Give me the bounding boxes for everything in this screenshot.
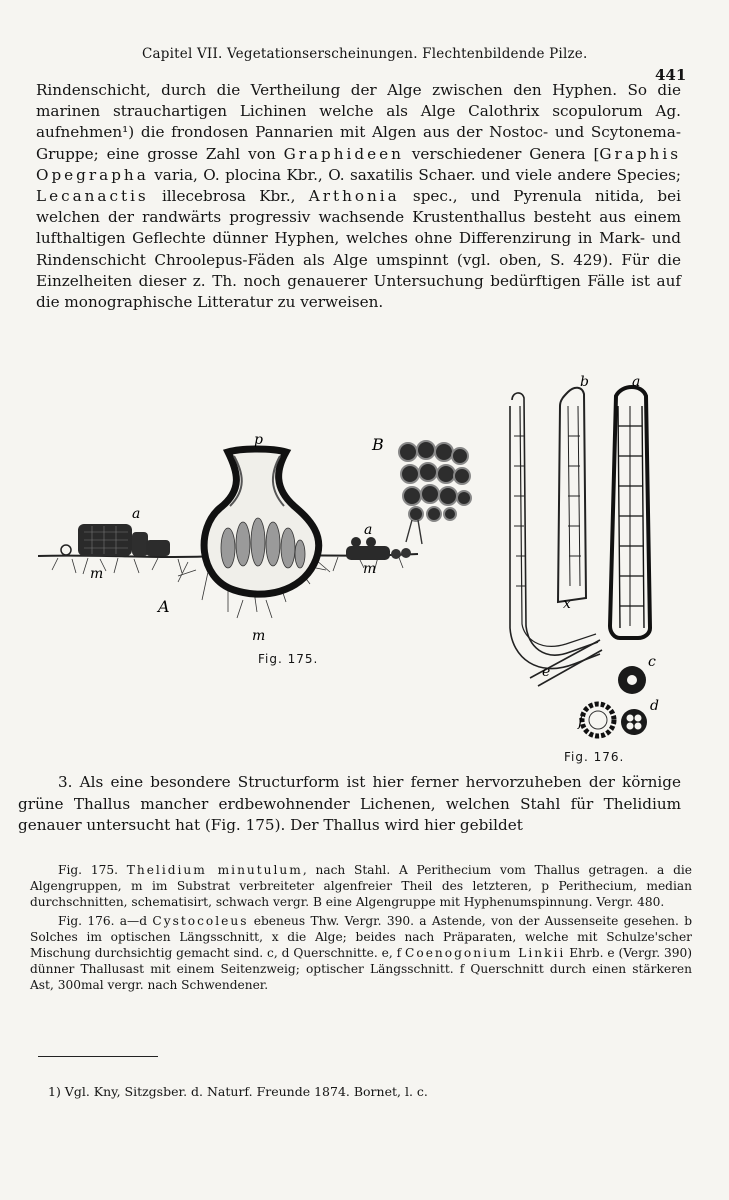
label-f: f xyxy=(578,714,584,730)
label-m-bottom: m xyxy=(252,628,266,644)
label-a: a xyxy=(632,374,641,390)
figure-176-illustration xyxy=(490,366,690,746)
cross-section-c xyxy=(618,666,646,694)
caption-fig-175 xyxy=(30,862,692,911)
label-a-right: a xyxy=(364,522,373,538)
cross-section-f xyxy=(582,704,614,736)
label-c: c xyxy=(648,654,656,670)
body-paragraph-2 xyxy=(18,772,681,837)
para1-text-2: verschiedener Genera [ xyxy=(403,144,600,163)
filament-a xyxy=(610,387,650,638)
para1-text-3: varia, O. plocina Kbr., O. saxatilis Schaer. und viele andere Species; xyxy=(148,165,681,184)
caption-175-prefix: Fig. 175. xyxy=(58,863,127,877)
label-A: A xyxy=(158,597,170,616)
para1-text-5: spec., und Pyrenula nitida, bei welchen der randwärts progressiv wachsende Krustenthallus besteht aus einem lufthaltigen Geflechte dünner Hyphen, welches ohne Differenzirung in Mark- und Rindenschicht Chroolepus-Fäden als Alge umspinnt (vgl. oben, S. 429). Für die Einzelheiten dieser z. Th. noch genauerer Untersuchung bedürftigen Fälle ist auf die monographische Litteratur zu verweisen. xyxy=(36,187,682,312)
para2-text: 3. Als eine besondere Structurform ist hier ferner hervorzuheben der körnige grüne Thallus mancher erdbewohnender Lichenen, welchen Stahl für Thelidium genauer untersucht hat (Fig. 175). Der Thallus wird hier gebildet xyxy=(18,773,681,834)
running-title: Capitel VII. Vegetationserscheinungen. Flechtenbildende Pilze. xyxy=(142,46,588,62)
caption-175-species: Thelidium minutulum xyxy=(126,863,303,877)
caption-176-species-1: Cystocoleus xyxy=(152,913,249,928)
caption-176-text-1: ebeneus Thw. Vergr. 390. a Astende, von der Aussenseite gesehen. b Solches im optischen Längsschnitt, x die Alge; beides nach Präparaten, welche mit Schulze'scher Mischung durchsichtig gemacht sind. c, d Querschnitte. e, f xyxy=(30,913,692,961)
caption-175-text: , nach Stahl. A Perithecium vom Thallus getragen. a die Algengruppen, m im Substrat verbreiteter algenfreier Theil des letzteren, p Perithecium, median durchschnitten, schematisirt, schwach vergr. B eine Algengruppe mit Hyphenumspinnung. Vergr. 480. xyxy=(30,863,692,910)
para1-text-4: illecebrosa Kbr., xyxy=(148,187,309,206)
footnote: 1) Vgl. Kny, Sitzgsber. d. Naturf. Freunde 1874. Bornet, l. c. xyxy=(48,1084,428,1099)
label-m-right: m xyxy=(363,561,377,577)
label-m-left: m xyxy=(90,566,104,582)
figure-175-b-algae xyxy=(399,441,471,544)
page-number: 441 xyxy=(655,66,687,84)
algae-group-left xyxy=(61,524,170,556)
label-B: B xyxy=(372,435,384,454)
label-a-left: a xyxy=(132,506,141,522)
caption-176-species-2: Coenogonium Linkii xyxy=(405,946,566,961)
figure-176-label: Fig. 176. xyxy=(564,750,625,764)
label-e: e xyxy=(542,664,551,680)
label-b: b xyxy=(580,374,589,390)
caption-176-text-2: Ehrb. e (Vergr. 390) dünner Thallusast mit einem Seitenzweig; optischer Längsschnitt. f Querschnitt durch einen stärkeren Ast, 300mal vergr. nach Schwendener. xyxy=(30,946,693,993)
perithecium xyxy=(204,449,319,594)
para1-spaced-3: Lecanactis xyxy=(36,187,149,206)
label-x: x xyxy=(563,596,571,612)
body-paragraph-1 xyxy=(36,80,681,313)
figure-captions xyxy=(30,862,692,996)
filament-e xyxy=(510,393,602,686)
filament-b xyxy=(558,388,586,602)
figure-175-illustration xyxy=(38,432,488,647)
para1-spaced-1: Graphideen xyxy=(283,144,404,163)
figure-175 xyxy=(38,432,488,672)
figure-175-label: Fig. 175. xyxy=(258,652,319,666)
para1-spaced-4: Arthonia xyxy=(308,187,400,206)
footnote-rule xyxy=(38,1056,158,1057)
cross-section-d xyxy=(621,709,647,735)
algae-group-right xyxy=(346,537,411,560)
figure-176 xyxy=(490,366,690,771)
label-p: p xyxy=(254,432,263,448)
para1-spaced-2: Graphis Opegrapha xyxy=(36,144,681,184)
caption-fig-176 xyxy=(30,913,692,994)
para1-text-1: Rindenschicht, durch die Vertheilung der Alge zwischen den Hyphen. So die marinen strauchartigen Lichinen welche als Alge Calothrix scopulorum Ag. aufnehmen¹) die frondosen Pannarien mit Algen aus der Nostoc- und Scytonema-Gruppe; eine grosse Zahl von xyxy=(36,81,681,163)
caption-176-prefix: Fig. 176. a—d xyxy=(58,913,153,928)
label-d: d xyxy=(650,698,659,714)
